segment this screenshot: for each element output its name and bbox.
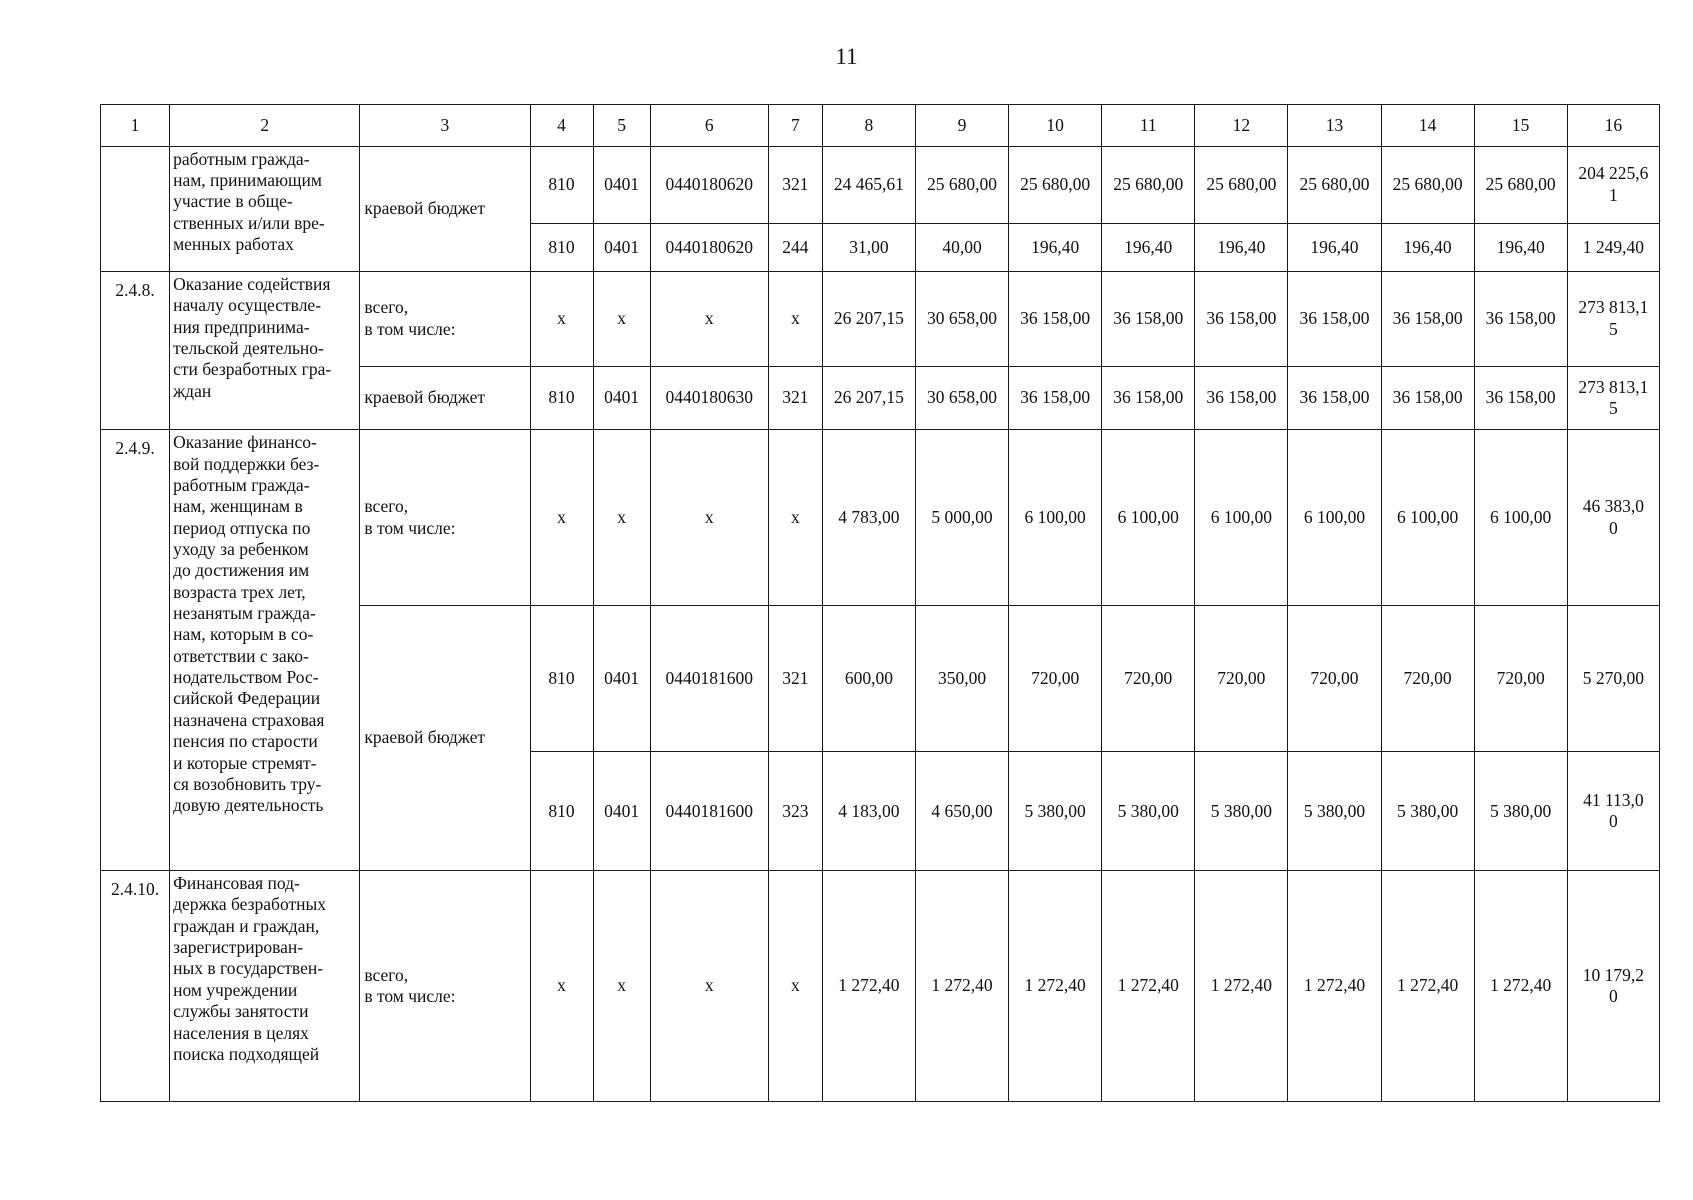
funding-source: краевой бюджет — [360, 366, 530, 430]
column-header: 4 — [530, 105, 593, 147]
budget-row-year-value: 25 680,00 — [1009, 146, 1102, 223]
budget-row-year-value: 5 380,00 — [1288, 752, 1381, 871]
table-row — [101, 146, 1660, 223]
total-row-year-value: 30 658,00 — [915, 272, 1008, 367]
item-number: 2.4.10. — [101, 871, 170, 1102]
column-header: 13 — [1288, 105, 1381, 147]
budget-row-year-value: 600,00 — [822, 606, 915, 752]
total-row-total: 46 383,0 0 — [1567, 430, 1659, 606]
total-row-year-value: 4 783,00 — [822, 430, 915, 606]
budget-table — [100, 104, 1660, 1102]
column-header: 3 — [360, 105, 530, 147]
total-row-year-value: 36 158,00 — [1102, 272, 1195, 367]
funding-source-total: всего, в том числе: — [360, 871, 530, 1102]
budget-row-col7: 321 — [768, 146, 822, 223]
budget-row-year-value: 36 158,00 — [1288, 366, 1381, 430]
budget-row-year-value: 36 158,00 — [1381, 366, 1474, 430]
budget-row-col4: 810 — [530, 223, 593, 271]
budget-row-col6: 0440181600 — [650, 752, 768, 871]
budget-row-year-value: 196,40 — [1288, 223, 1381, 271]
item-name: работным гражда- нам, принимающим участие в обще- ственных и/или вре- менных работах — [170, 146, 360, 271]
budget-row-col5: 0401 — [593, 752, 650, 871]
total-row-year-value: 1 272,40 — [1381, 871, 1474, 1102]
total-row-col4: x — [530, 871, 593, 1102]
budget-row-year-value: 36 158,00 — [1102, 366, 1195, 430]
budget-row-col6: 0440180620 — [650, 223, 768, 271]
item-name: Финансовая под- держка безработных граждан и граждан, зарегистрирован- ных в государствен- ном учреждении службы занятости населения в целях поиска подходящей — [170, 871, 360, 1102]
total-row-col5: x — [593, 272, 650, 367]
total-row-year-value: 36 158,00 — [1474, 272, 1567, 367]
total-row-year-value: 6 100,00 — [1195, 430, 1288, 606]
budget-row-col7: 323 — [768, 752, 822, 871]
budget-row-total: 5 270,00 — [1567, 606, 1659, 752]
total-row-year-value: 36 158,00 — [1381, 272, 1474, 367]
item-name: Оказание финансо- вой поддержки без- работным гражда- нам, женщинам в период отпуска по уходу за ребенком до достижения им возраста трех лет, незанятым гражда- нам, которым в со- ответствии с зако- нодательством Рос- сийской Федерации назначена страховая пенсия по старости и которые стремят- ся возобновить тру- довую деятельность — [170, 430, 360, 871]
budget-row-year-value: 25 680,00 — [1381, 146, 1474, 223]
budget-row-year-value: 196,40 — [1102, 223, 1195, 271]
total-row-year-value: 6 100,00 — [1381, 430, 1474, 606]
total-row-year-value: 1 272,40 — [1102, 871, 1195, 1102]
budget-row-col4: 810 — [530, 146, 593, 223]
budget-row-col6: 0440180630 — [650, 366, 768, 430]
budget-row-year-value: 5 380,00 — [1381, 752, 1474, 871]
total-row-year-value: 26 207,15 — [822, 272, 915, 367]
total-row-col7: x — [768, 871, 822, 1102]
total-row-col7: x — [768, 272, 822, 367]
table-row — [101, 272, 1660, 367]
column-header: 5 — [593, 105, 650, 147]
total-row-year-value: 6 100,00 — [1102, 430, 1195, 606]
column-header: 14 — [1381, 105, 1474, 147]
budget-row-year-value: 4 650,00 — [915, 752, 1008, 871]
column-header: 7 — [768, 105, 822, 147]
total-row-year-value: 1 272,40 — [1195, 871, 1288, 1102]
funding-source: краевой бюджет — [360, 606, 530, 871]
item-number — [101, 146, 170, 271]
budget-row-year-value: 5 380,00 — [1195, 752, 1288, 871]
column-header: 8 — [822, 105, 915, 147]
total-row-year-value: 5 000,00 — [915, 430, 1008, 606]
budget-row-col5: 0401 — [593, 366, 650, 430]
budget-row-year-value: 25 680,00 — [1288, 146, 1381, 223]
column-header: 16 — [1567, 105, 1659, 147]
budget-row-year-value: 5 380,00 — [1474, 752, 1567, 871]
total-row-col6: x — [650, 272, 768, 367]
column-header: 9 — [915, 105, 1008, 147]
column-header: 10 — [1009, 105, 1102, 147]
total-row-col4: x — [530, 430, 593, 606]
budget-row-year-value: 720,00 — [1288, 606, 1381, 752]
table-row — [101, 430, 1660, 606]
budget-row-col5: 0401 — [593, 606, 650, 752]
budget-row-col4: 810 — [530, 752, 593, 871]
total-row-col6: x — [650, 871, 768, 1102]
budget-row-total: 1 249,40 — [1567, 223, 1659, 271]
budget-row-year-value: 4 183,00 — [822, 752, 915, 871]
column-header: 2 — [170, 105, 360, 147]
total-row-year-value: 1 272,40 — [822, 871, 915, 1102]
column-header: 11 — [1102, 105, 1195, 147]
total-row-year-value: 36 158,00 — [1195, 272, 1288, 367]
budget-row-year-value: 25 680,00 — [1474, 146, 1567, 223]
total-row-col5: x — [593, 871, 650, 1102]
budget-row-total: 41 113,0 0 — [1567, 752, 1659, 871]
budget-row-year-value: 36 158,00 — [1009, 366, 1102, 430]
budget-row-year-value: 720,00 — [1195, 606, 1288, 752]
total-row-year-value: 36 158,00 — [1288, 272, 1381, 367]
budget-row-year-value: 720,00 — [1009, 606, 1102, 752]
budget-row-year-value: 350,00 — [915, 606, 1008, 752]
budget-row-year-value: 720,00 — [1474, 606, 1567, 752]
budget-row-year-value: 196,40 — [1381, 223, 1474, 271]
budget-row-year-value: 26 207,15 — [822, 366, 915, 430]
item-number: 2.4.9. — [101, 430, 170, 871]
total-row-col6: x — [650, 430, 768, 606]
budget-row-year-value: 196,40 — [1009, 223, 1102, 271]
budget-row-year-value: 40,00 — [915, 223, 1008, 271]
budget-row-year-value: 196,40 — [1195, 223, 1288, 271]
table-row — [101, 871, 1660, 1102]
funding-source-total: всего, в том числе: — [360, 272, 530, 367]
budget-row-col5: 0401 — [593, 146, 650, 223]
total-row-year-value: 1 272,40 — [1009, 871, 1102, 1102]
budget-row-year-value: 31,00 — [822, 223, 915, 271]
column-header: 6 — [650, 105, 768, 147]
total-row-year-value: 6 100,00 — [1009, 430, 1102, 606]
funding-source-total: всего, в том числе: — [360, 430, 530, 606]
total-row-col5: x — [593, 430, 650, 606]
budget-row-year-value: 196,40 — [1474, 223, 1567, 271]
budget-row-col7: 321 — [768, 606, 822, 752]
budget-row-total: 273 813,1 5 — [1567, 366, 1659, 430]
total-row-year-value: 1 272,40 — [915, 871, 1008, 1102]
budget-row-year-value: 720,00 — [1381, 606, 1474, 752]
funding-source: краевой бюджет — [360, 146, 530, 271]
budget-row-year-value: 25 680,00 — [1195, 146, 1288, 223]
total-row-year-value: 36 158,00 — [1009, 272, 1102, 367]
header-row — [101, 105, 1660, 147]
budget-row-col4: 810 — [530, 606, 593, 752]
total-row-year-value: 1 272,40 — [1288, 871, 1381, 1102]
page-number: 11 — [835, 44, 858, 69]
item-name: Оказание содействия началу осуществле- ния предпринима- тельской деятельно- сти безработных гра- ждан — [170, 272, 360, 430]
budget-row-year-value: 24 465,61 — [822, 146, 915, 223]
column-header: 12 — [1195, 105, 1288, 147]
total-row-year-value: 6 100,00 — [1474, 430, 1567, 606]
item-number: 2.4.8. — [101, 272, 170, 430]
column-header: 1 — [101, 105, 170, 147]
budget-row-year-value: 5 380,00 — [1009, 752, 1102, 871]
total-row-col7: x — [768, 430, 822, 606]
budget-row-col6: 0440181600 — [650, 606, 768, 752]
total-row-total: 273 813,1 5 — [1567, 272, 1659, 367]
budget-row-col7: 321 — [768, 366, 822, 430]
budget-row-col7: 244 — [768, 223, 822, 271]
budget-row-col5: 0401 — [593, 223, 650, 271]
budget-row-year-value: 30 658,00 — [915, 366, 1008, 430]
budget-row-col6: 0440180620 — [650, 146, 768, 223]
budget-row-year-value: 36 158,00 — [1474, 366, 1567, 430]
budget-row-year-value: 720,00 — [1102, 606, 1195, 752]
budget-row-year-value: 36 158,00 — [1195, 366, 1288, 430]
total-row-year-value: 1 272,40 — [1474, 871, 1567, 1102]
budget-row-year-value: 25 680,00 — [1102, 146, 1195, 223]
total-row-col4: x — [530, 272, 593, 367]
total-row-year-value: 6 100,00 — [1288, 430, 1381, 606]
total-row-total: 10 179,2 0 — [1567, 871, 1659, 1102]
budget-row-year-value: 25 680,00 — [915, 146, 1008, 223]
budget-row-total: 204 225,6 1 — [1567, 146, 1659, 223]
column-header: 15 — [1474, 105, 1567, 147]
budget-row-col4: 810 — [530, 366, 593, 430]
budget-row-year-value: 5 380,00 — [1102, 752, 1195, 871]
